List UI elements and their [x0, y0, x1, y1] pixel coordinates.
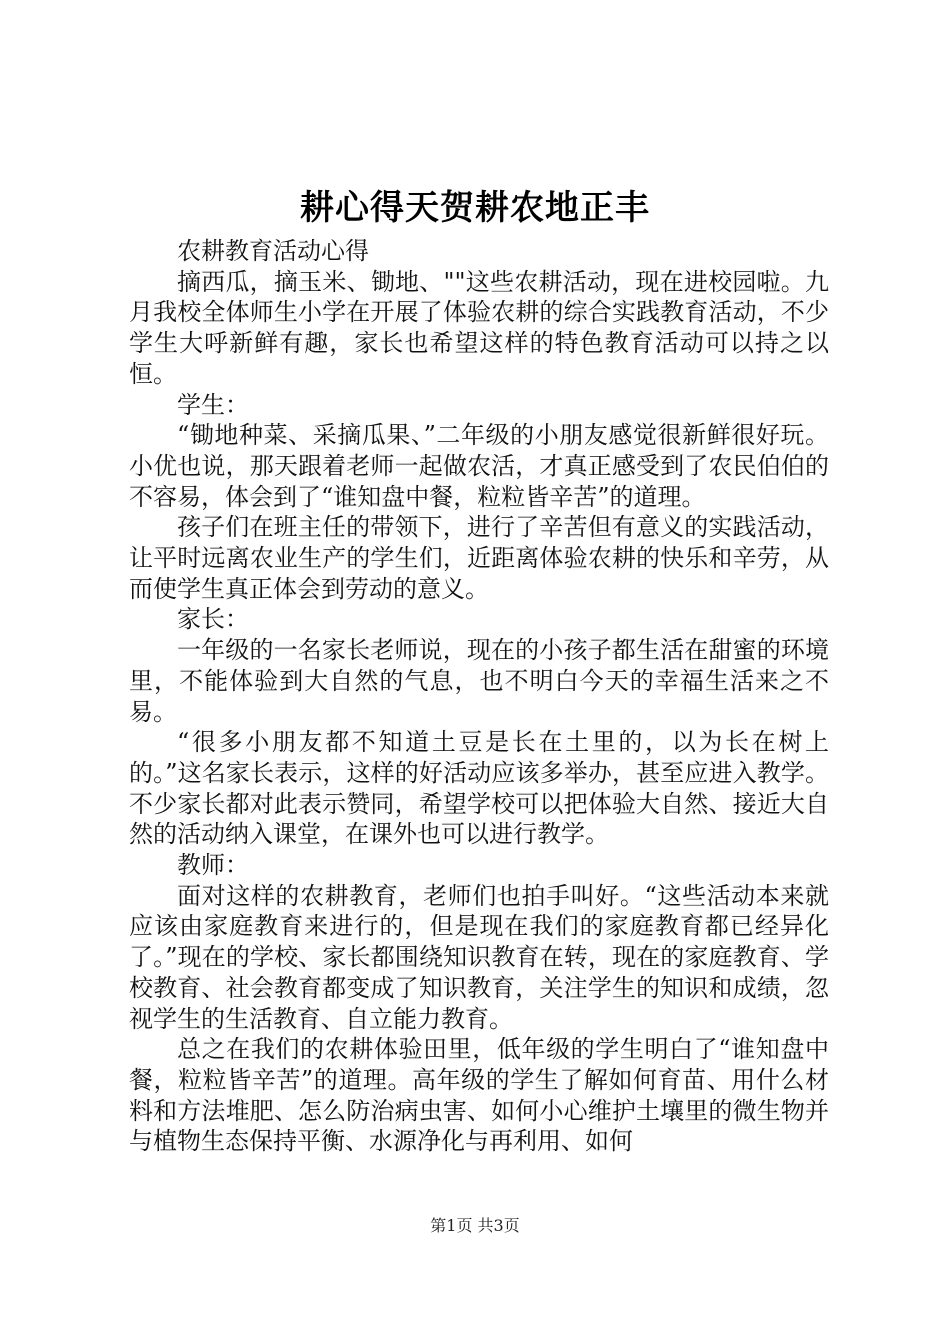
paragraph-parents-2: “很多小朋友都不知道土豆是长在土里的，以为长在树上的。”这名家长表示，这样的好活动应该多举办，甚至应进入教学。不少家长都对此表示赞同，希望学校可以把体验大自然、接近大自然的活动纳入课堂，在课外也可以进行教学。 — [129, 728, 829, 849]
document-body — [129, 236, 829, 1157]
section-heading-parents: 家长： — [177, 605, 249, 634]
paragraph-intro: 摘西瓜，摘玉米、锄地、""这些农耕活动，现在进校园啦。九月我校全体师生小学在开展了体验农耕的综合实践教育活动，不少学生大呼新鲜有趣，家长也希望这样的特色教育活动可以持之以恒。 — [129, 267, 829, 388]
paragraph-conclusion: 总之在我们的农耕体验田里，低年级的学生明白了“谁知盘中餐，粒粒皆辛苦”的道理。高年级的学生了解如何育苗、用什么材料和方法堆肥、怎么防治病虫害、如何小心维护土壤里的微生物并与植物生态保持平衡、水源净化与再利用、如何 — [129, 1035, 829, 1156]
paragraph-teachers: 面对这样的农耕教育，老师们也拍手叫好。“这些活动本来就应该由家庭教育来进行的，但是现在我们的家庭教育都已经异化了。”现在的学校、家长都围绕知识教育在转，现在的家庭教育、学校教育、社会教育都变成了知识教育，关注学生的知识和成绩，忽视学生的生活教育、自立能力教育。 — [129, 881, 829, 1033]
paragraph-parents-1: 一年级的一名家长老师说，现在的小孩子都生活在甜蜜的环境里，不能体验到大自然的气息，也不明白今天的幸福生活来之不易。 — [129, 636, 829, 726]
page-number-footer: 第1页 共3页 — [430, 1216, 520, 1235]
section-heading-teachers: 教师： — [177, 851, 249, 880]
paragraph-subtitle: 农耕教育活动心得 — [177, 237, 369, 265]
paragraph-students-1: “锄地种菜、采摘瓜果、”二年级的小朋友感觉很新鲜很好玩。小优也说，那天跟着老师一起做农活，才真正感受到了农民伯伯的不容易，体会到了“谁知盘中餐，粒粒皆辛苦”的道理。 — [129, 421, 829, 511]
paragraph-students-2: 孩子们在班主任的带领下，进行了辛苦但有意义的实践活动，让平时远离农业生产的学生们，近距离体验农耕的快乐和辛劳，从而使学生真正体会到劳动的意义。 — [129, 513, 829, 603]
section-heading-students: 学生： — [177, 390, 249, 419]
document-title: 耕心得天贺耕农地正丰 — [300, 188, 650, 228]
